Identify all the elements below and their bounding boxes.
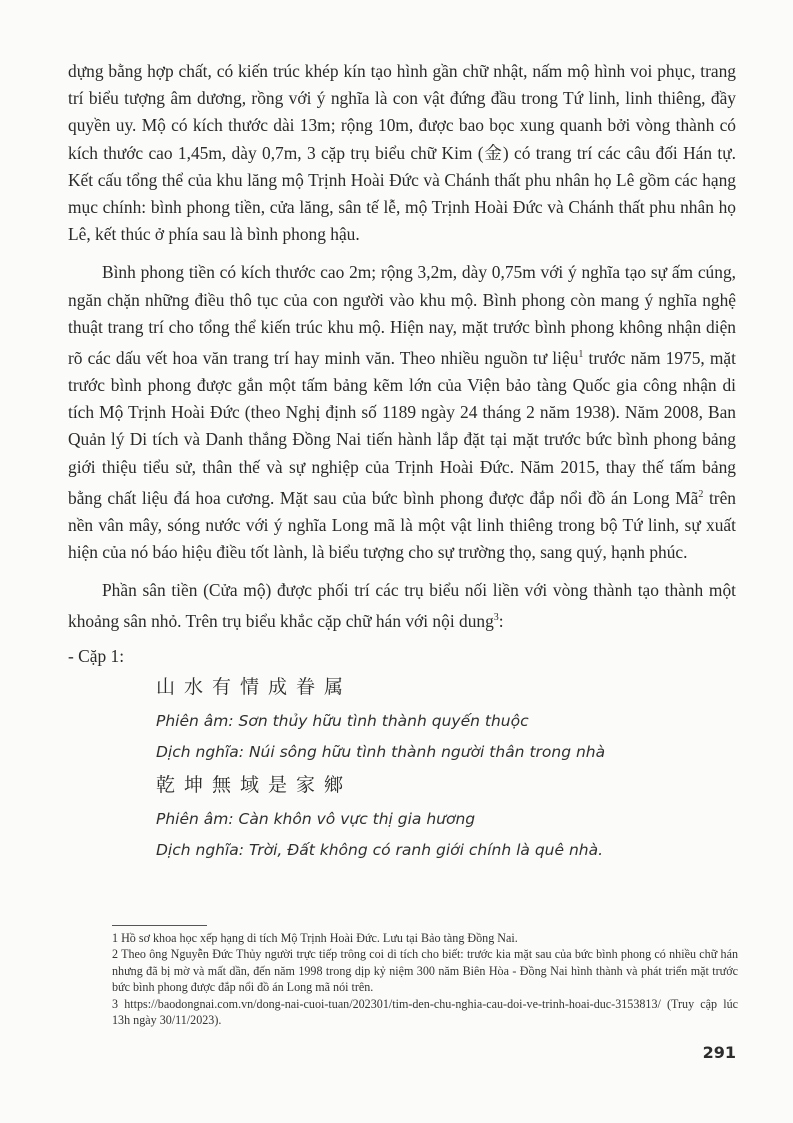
paragraph-3 bbox=[68, 577, 736, 635]
paragraph-2-text-b: trước năm 1975, mặt trước bình phong được gắn một tấm bảng kẽm lớn của Viện bảo tàng Quốc gia công nhận di tích Mộ Trịnh Hoài Đức (theo Nghị định số 1189 ngày 24 tháng 2 năm 1938). Năm 2008, Ban Quản lý Di tích và Danh thắng Đồng Nai tiến hành lắp đặt tại mặt trước bức bình phong bảng giới thiệu tiểu sử, thân thế và sự nghiệp của Trịnh Hoài Đức. Năm 2015, thay thế tấm bảng bằng chất liệu đá hoa cương. Mặt sau của bức bình phong được đắp nổi đồ án Long Mã bbox=[68, 347, 736, 508]
footnote-ref-2: 2 bbox=[698, 488, 704, 500]
footnote-ref-3: 3 bbox=[493, 612, 499, 624]
couplet-line-2-dich-nghia: Dịch nghĩa: Trời, Đất không có ranh giới chính là quê nhà. bbox=[156, 841, 604, 860]
couplet-block bbox=[156, 672, 736, 866]
footnote-2: 2 Theo ông Nguyễn Đức Thủy người trực tiếp trông coi di tích cho biết: trước kia mặt sau của bức bình phong có nhiều chữ hán nhưng đã bị mờ và mất dần, đến năm 1998 trong dịp kỷ niệm 300 năm Biên Hòa - Đồng Nai hình thành và phát triển mặt trước bức bình phong được đắp nổi đồ án Long mã nói trên. bbox=[112, 947, 738, 995]
footnote-3: 3 https://baodongnai.com.vn/dong-nai-cuoi-tuan/202301/tim-den-chu-nghia-cau-doi-ve-trinh-hoai-duc-3153813/ (Truy cập lúc 13h ngày 30/11/2023). bbox=[112, 996, 738, 1028]
footnote-ref-1: 1 bbox=[578, 349, 584, 361]
paragraph-1: dựng bằng hợp chất, có kiến trúc khép kín tạo hình gần chữ nhật, nấm mộ hình voi phục, trang trí biểu tượng âm dương, rồng với ý nghĩa là con vật đứng đầu trong Tứ linh, linh thiêng, đầy quyền uy. Mộ có kích thước dài 13m; rộng 10m, được bao bọc xung quanh bởi vòng thành có kích thước cao 1,45m, dày 0,7m, 3 cặp trụ biểu chữ Kim (金) có trang trí các câu đối Hán tự. Kết cấu tổng thể của khu lăng mộ Trịnh Hoài Đức và Chánh thất phu nhân họ Lê gồm các hạng mục chính: bình phong tiền, cửa lăng, sân tế lễ, mộ Trịnh Hoài Đức và Chánh thất phu nhân họ Lê, kết thúc ở phía sau là bình phong hậu. bbox=[68, 61, 736, 245]
footnote-1: 1 Hồ sơ khoa học xếp hạng di tích Mộ Trịnh Hoài Đức. Lưu tại Bảo tàng Đồng Nai. bbox=[112, 931, 518, 945]
couplet-label: - Cặp 1: bbox=[68, 646, 125, 667]
couplet-line-1-phien-am: Phiên âm: Sơn thủy hữu tình thành quyến thuộc bbox=[156, 712, 529, 731]
paragraph-2-text-c: trên nền vân mây, sóng nước với ý nghĩa Long mã là một vật linh thiêng trong bộ Tứ linh, sự xuất hiện của nó báo hiệu điều tốt lành, là biểu tượng cho sự trường thọ, sang quý, hạnh phúc. bbox=[68, 487, 736, 563]
footnote-divider bbox=[112, 925, 207, 926]
page-number: 291 bbox=[702, 1043, 736, 1062]
page-body bbox=[68, 58, 736, 866]
couplet-line-2-han: 乾坤無域是家鄉 bbox=[156, 774, 353, 797]
paragraph-2 bbox=[68, 259, 736, 566]
paragraph-3-text-a: Phần sân tiền (Cửa mộ) được phối trí các trụ biểu nối liền với vòng thành tạo thành một khoảng sân nhỏ. Trên trụ biểu khắc cặp chữ hán với nội dung bbox=[68, 580, 736, 632]
paragraph-2-text-a: Bình phong tiền có kích thước cao 2m; rộng 3,2m, dày 0,75m với ý nghĩa tạo sự ấm cúng, ngăn chặn những điều thô tục của con người vào khu mộ. Bình phong còn mang ý nghĩa nghệ thuật trang trí cho tổng thể kiến trúc khu mộ. Hiện nay, mặt trước bình phong không nhận diện rõ các dấu vết hoa văn trang trí hay minh văn. Theo nhiều nguồn tư liệu bbox=[68, 262, 736, 368]
footnotes bbox=[112, 930, 738, 1028]
couplet-line-1-han: 山水有情成眷属 bbox=[156, 676, 353, 699]
paragraph-3-text-b: : bbox=[498, 611, 504, 632]
couplet-line-1-dich-nghia: Dịch nghĩa: Núi sông hữu tình thành người thân trong nhà bbox=[156, 743, 606, 762]
couplet-line-2-phien-am: Phiên âm: Càn khôn vô vực thị gia hương bbox=[156, 810, 476, 829]
